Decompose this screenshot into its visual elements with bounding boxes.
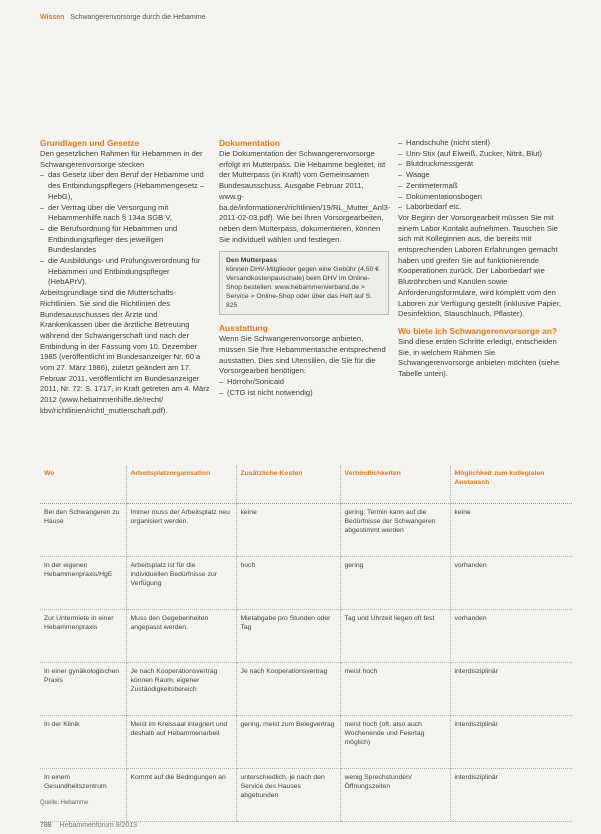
table-header-row — [40, 466, 572, 504]
table-cell: gering: Termin kann auf die Bedürfnisse der Schwangeren abgestimmt werden — [340, 504, 450, 557]
running-header — [40, 14, 205, 21]
list-item: – Waage — [398, 170, 568, 181]
table-row — [40, 504, 572, 557]
box-title: Den Mutterpass — [226, 257, 277, 265]
list-item: – Urin-Stix (auf Eiweiß, Zucker, Nitrit, Blut) — [398, 149, 568, 160]
list-item: – Laborbedarf etc. — [398, 202, 568, 213]
table-cell: Je nach Kooperationsvertrag können Raum, eigener Zuständigkeitsbereich — [126, 663, 236, 716]
table-cell: Meist im Kreissaal integriert und deshalb auf Hebammenarbeit — [126, 716, 236, 769]
heading-dokumentation: Dokumentation — [219, 138, 280, 148]
journal-name: Hebammenforum 9/2013 — [59, 822, 138, 829]
list-item: – Hörrohr/Sonicaid — [219, 377, 389, 388]
col2-body: Die Dokumentation der Schwangerenvorsorge erfolgt im Mutterpass. Die Hebamme begleitet, ist der Mutterpass (in Kraft) vom Gemeinsamen Bundesausschuss. Ausgabe Februar 2011, www.g-ba.de/informationen/richtlinien/19/RL_Mutter_Anl3-2011-02-03.pdf). Wie bei Ihren Vorsorgearbeiten, neben dem Mutterpass, dokumentieren, können Sie individuell wählen und festlegen. — [219, 149, 391, 244]
box-text: können DHV-Mitglieder gegen eine Gebühr (4,50 € Versandkostenpauschale) beim DHV im Online-Shop bestellen: www.hebammenverband.de > Service > Online-Shop oder über das Heft auf S. 825 — [226, 266, 380, 310]
table-cell: hoch — [236, 557, 340, 610]
table-cell: interdisziplinär — [450, 663, 572, 716]
header-cell: Verbindlichkeiten — [340, 466, 450, 504]
table-cell: Immer muss der Arbeitsplatz neu organisiert werden. — [126, 504, 236, 557]
list-item: – Dokumentationsbogen — [398, 192, 568, 203]
col2-list — [219, 377, 389, 398]
col1-body: Arbeitsgrundlage sind die Mutterschafts-Richtlinien. Sie sind die Richtlinien des Bundesausschusses der Ärzte und Krankenkassen über die ärztliche Betreuung während der Schwangerschaft und nach der Entbindung in der Fassung vom 10. Dezember 1985 (veröffentlicht im Bundesanzeiger Nr. 60 a vom 27. März 1986), zuletzt geändert am 17. Februar 2011, veröffentlicht im Bundesanzeiger 2011, Nr. 72: S. 1717, in Kraft getreten am 4. März 2012 (www.hebammenhilfe.de/recht/ kbv/richtlinien/richtl_mutterschaft.pdf). — [40, 288, 210, 415]
table-cell: gering — [340, 557, 450, 610]
list-item: – die Ausbildungs- und Prüfungsverordnung für Hebammen und Entbindungspfleger (HebAPrV). — [40, 256, 210, 288]
table-cell: interdisziplinär — [450, 769, 572, 822]
list-item: – (CTG ist nicht notwendig) — [219, 388, 389, 399]
table-cell: meist hoch — [340, 663, 450, 716]
heading-grundlagen: Grundlagen und Gesetze — [40, 138, 140, 148]
table-cell: unterschiedlich, je nach den Service des Hauses abgebunden — [236, 769, 340, 822]
table-cell: In einer gynäkologischen Praxis — [40, 663, 126, 716]
table-cell: gering, meist zum Belegvertrag — [236, 716, 340, 769]
table-cell: Zur Untermiete in einer Hebammenpraxis — [40, 610, 126, 663]
table-cell: Kommt auf die Bedingungen an — [126, 769, 236, 822]
mutterpass-box — [219, 251, 389, 315]
table-row — [40, 769, 572, 822]
page-number: 788 — [40, 822, 52, 829]
table-row — [40, 663, 572, 716]
col3-body2: Sind diese ersten Schritte erledigt, entscheiden Sie, in welchem Rahmen Sie Schwangerenvorsorge anbieten möchten (siehe Tabelle unten). — [398, 336, 560, 379]
column-1 — [40, 138, 210, 417]
table-cell: vorhanden — [450, 610, 572, 663]
table-cell: In der eigenen Hebammenpraxis/HgE — [40, 557, 126, 610]
header-cell: Arbeitsplatzorganisation — [126, 466, 236, 504]
col3-body: Vor Beginn der Vorsorgearbeit müssen Sie mit einem Labor Kontakt aufnehmen. Tauschen Sie sich mit Kolleginnen aus, die bereits mit entsprechenden Laboren Erfahrungen gemacht haben und greifen Sie auf funktionierende Kooperationen zurück. Der Laborbedarf wie Blutröhrchen und Kanülen sowie Anforderungsformulare, wird komplett vom den Laboren zur Verfügung gestellt (inklusive Papier, Desinfektion, Stauschlauch, Pflaster). — [398, 212, 561, 319]
table-source: Quelle: Hebamme — [40, 800, 89, 806]
col3-list — [398, 138, 568, 213]
table-cell: keine — [236, 504, 340, 557]
column-3 — [398, 138, 568, 380]
list-item: – Zentimetermaß — [398, 181, 568, 192]
table-cell: wenig Sprechstunden/Öffnungszeiten — [340, 769, 450, 822]
table-cell: In der Klinik — [40, 716, 126, 769]
table-cell: Arbeitsplatz ist für die individuellen Bedürfnisse zur Verfügung — [126, 557, 236, 610]
table-cell: interdisziplinär — [450, 716, 572, 769]
list-item: – das Gesetz über den Beruf der Hebamme und des Entbindungspflegers (Hebammengesetz – HebG), — [40, 170, 210, 202]
list-item: – die Berufsordnung für Hebammen und Entbindungspfleger des jeweiligen Bundeslandes — [40, 224, 210, 256]
table-cell: Je nach Kooperationsvertrag — [236, 663, 340, 716]
list-item: – Blutdruckmessgerät — [398, 159, 568, 170]
table-cell: Bei den Schwangeren zu Hause — [40, 504, 126, 557]
col2-body2: Wenn Sie Schwangerenvorsorge anbieten, müssen Sie Ihre Hebammentasche entsprechend ausstatten. Dies sind Utensilien, die Sie für die Vorsorgearbeit benötigen: — [219, 334, 386, 376]
table-cell: In einem Gesundheitszentrum — [40, 769, 126, 822]
section-label: Wissen — [40, 14, 65, 21]
page-footer — [40, 822, 137, 829]
table-cell: keine — [450, 504, 572, 557]
table-cell: Mietabgabe pro Stunden oder Tag — [236, 610, 340, 663]
col1-intro: Den gesetzlichen Rahmen für Hebammen in der Schwangerenvorsorge stecken — [40, 149, 203, 169]
list-item: – Handschuhe (nicht steril) — [398, 138, 568, 149]
heading-wo-biete: Wo biete ich Schwangerenvorsorge an? — [398, 325, 558, 336]
heading-ausstattung: Ausstattung — [219, 323, 268, 334]
header-cell: Wo — [40, 466, 126, 504]
col1-list — [40, 170, 210, 288]
header-title: Schwangerenvorsorge durch die Hebamme — [70, 14, 206, 21]
table-row — [40, 557, 572, 610]
comparison-table — [40, 466, 572, 822]
column-2 — [219, 138, 389, 399]
table-cell: Muss den Gegebenheiten angepasst werden. — [126, 610, 236, 663]
header-cell: Möglichkeit zum kollegialen Austausch — [450, 466, 572, 504]
table-row — [40, 716, 572, 769]
table-row — [40, 610, 572, 663]
table-cell: vorhanden — [450, 557, 572, 610]
table-cell: Tag und Uhrzeit liegen oft fest — [340, 610, 450, 663]
list-item: – der Vertrag über die Versorgung mit Hebammenhilfe nach § 134a SGB V, — [40, 203, 210, 224]
table-cell: meist hoch (oft, also auch Wochenende und Feiertag möglich) — [340, 716, 450, 769]
header-cell: Zusätzliche Kosten — [236, 466, 340, 504]
